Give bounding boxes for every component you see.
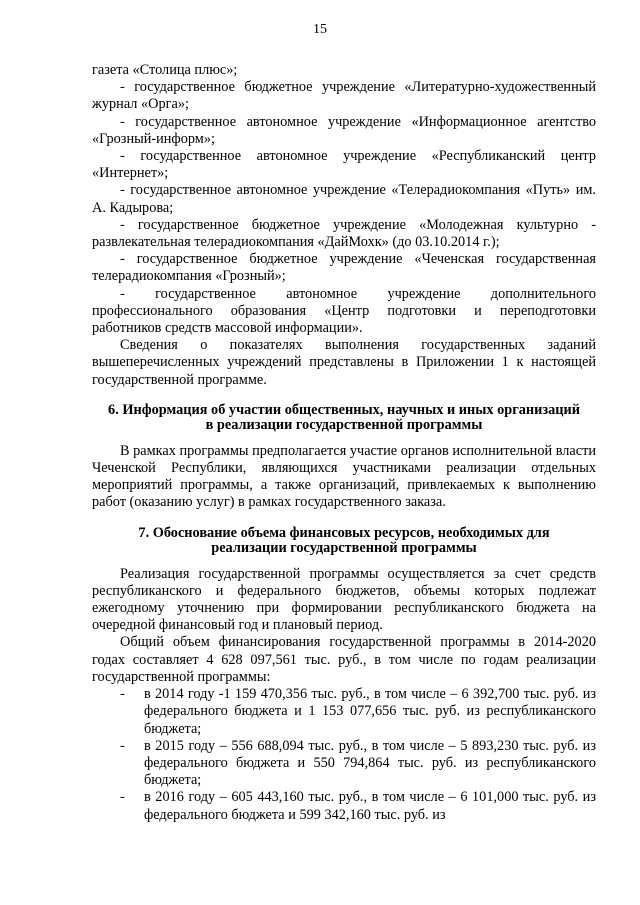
section-6-text: В рамках программы предполагается участие органов исполнительной власти Чеченской Республики, являющихся участниками реализации отдельных мероприятий программы, а также организаций, привлекаемых к выполнению работ (оказанию услуг) в рамках государственного заказа. [92,442,596,511]
paragraph-reports: Сведения о показателях выполнения государственных заданий вышеперечисленных учреждений представлены в Приложении 1 к настоящей государственной программе. [92,337,596,388]
section-6-title-line1: 6. Информация об участии общественных, научных и иных организаций [108,401,580,418]
section-7-para2: Общий объем финансирования государственной программы в 2014-2020 годах составляет 4 628 097,561 тыс. руб., в том числе по годам реализации государственной программы: [92,634,596,685]
document-body [92,62,596,824]
funding-years-list [92,686,596,824]
section-7-title-line1: 7. Обоснование объема финансовых ресурсов, необходимых для [138,524,550,541]
page-number: 15 [313,22,327,37]
list-item: газета «Столица плюс»; [92,62,238,78]
list-item: - государственное бюджетное учреждение «Чеченская государственная телерадиокомпания «Грозный»; [92,251,596,285]
funding-year-item: - в 2015 году – 556 688,094 тыс. руб., в том числе – 5 893,230 тыс. руб. из федерального бюджета и 550 794,864 тыс. руб. из республиканского бюджета; [120,737,596,789]
list-item: - государственное бюджетное учреждение «Литературно-художественный журнал «Орга»; [92,79,596,113]
list-item: - государственное автономное учреждение «Республиканский центр «Интернет»; [92,148,596,182]
funding-year-item: - в 2014 году -1 159 470,356 тыс. руб., в том числе – 6 392,700 тыс. руб. из федерального бюджета и 1 153 077,656 тыс. руб. из республиканского бюджета; [120,686,596,737]
list-item: - государственное бюджетное учреждение «Молодежная культурно - развлекательная телерадиокомпания «ДайМохк» (до 03.10.2014 г.); [92,216,596,251]
section-7-title-line2: реализации государственной программы [211,539,477,556]
list-item: - государственное автономное учреждение «Телерадиокомпания «Путь» им. А. Кадырова; [92,182,596,216]
list-item: - государственное автономное учреждение дополнительного профессионального образования «Центр подготовки и переподготовки работников средств массовой информации». [92,285,596,337]
funding-year-item: - в 2016 году – 605 443,160 тыс. руб., в том числе – 6 101,000 тыс. руб. из федерального бюджета и 599 342,160 тыс. руб. из [120,789,596,823]
list-item: - государственное автономное учреждение «Информационное агентство «Грозный-информ»; [92,113,596,147]
section-6-title-line2: в реализации государственной программы [205,416,483,433]
section-7-para1: Реализация государственной программы осуществляется за счет средств республиканского и федерального бюджетов, объемы которых подлежат ежегодному уточнению при формировании республиканского бюджета на очередной финансовый год и плановый период. [92,565,596,634]
